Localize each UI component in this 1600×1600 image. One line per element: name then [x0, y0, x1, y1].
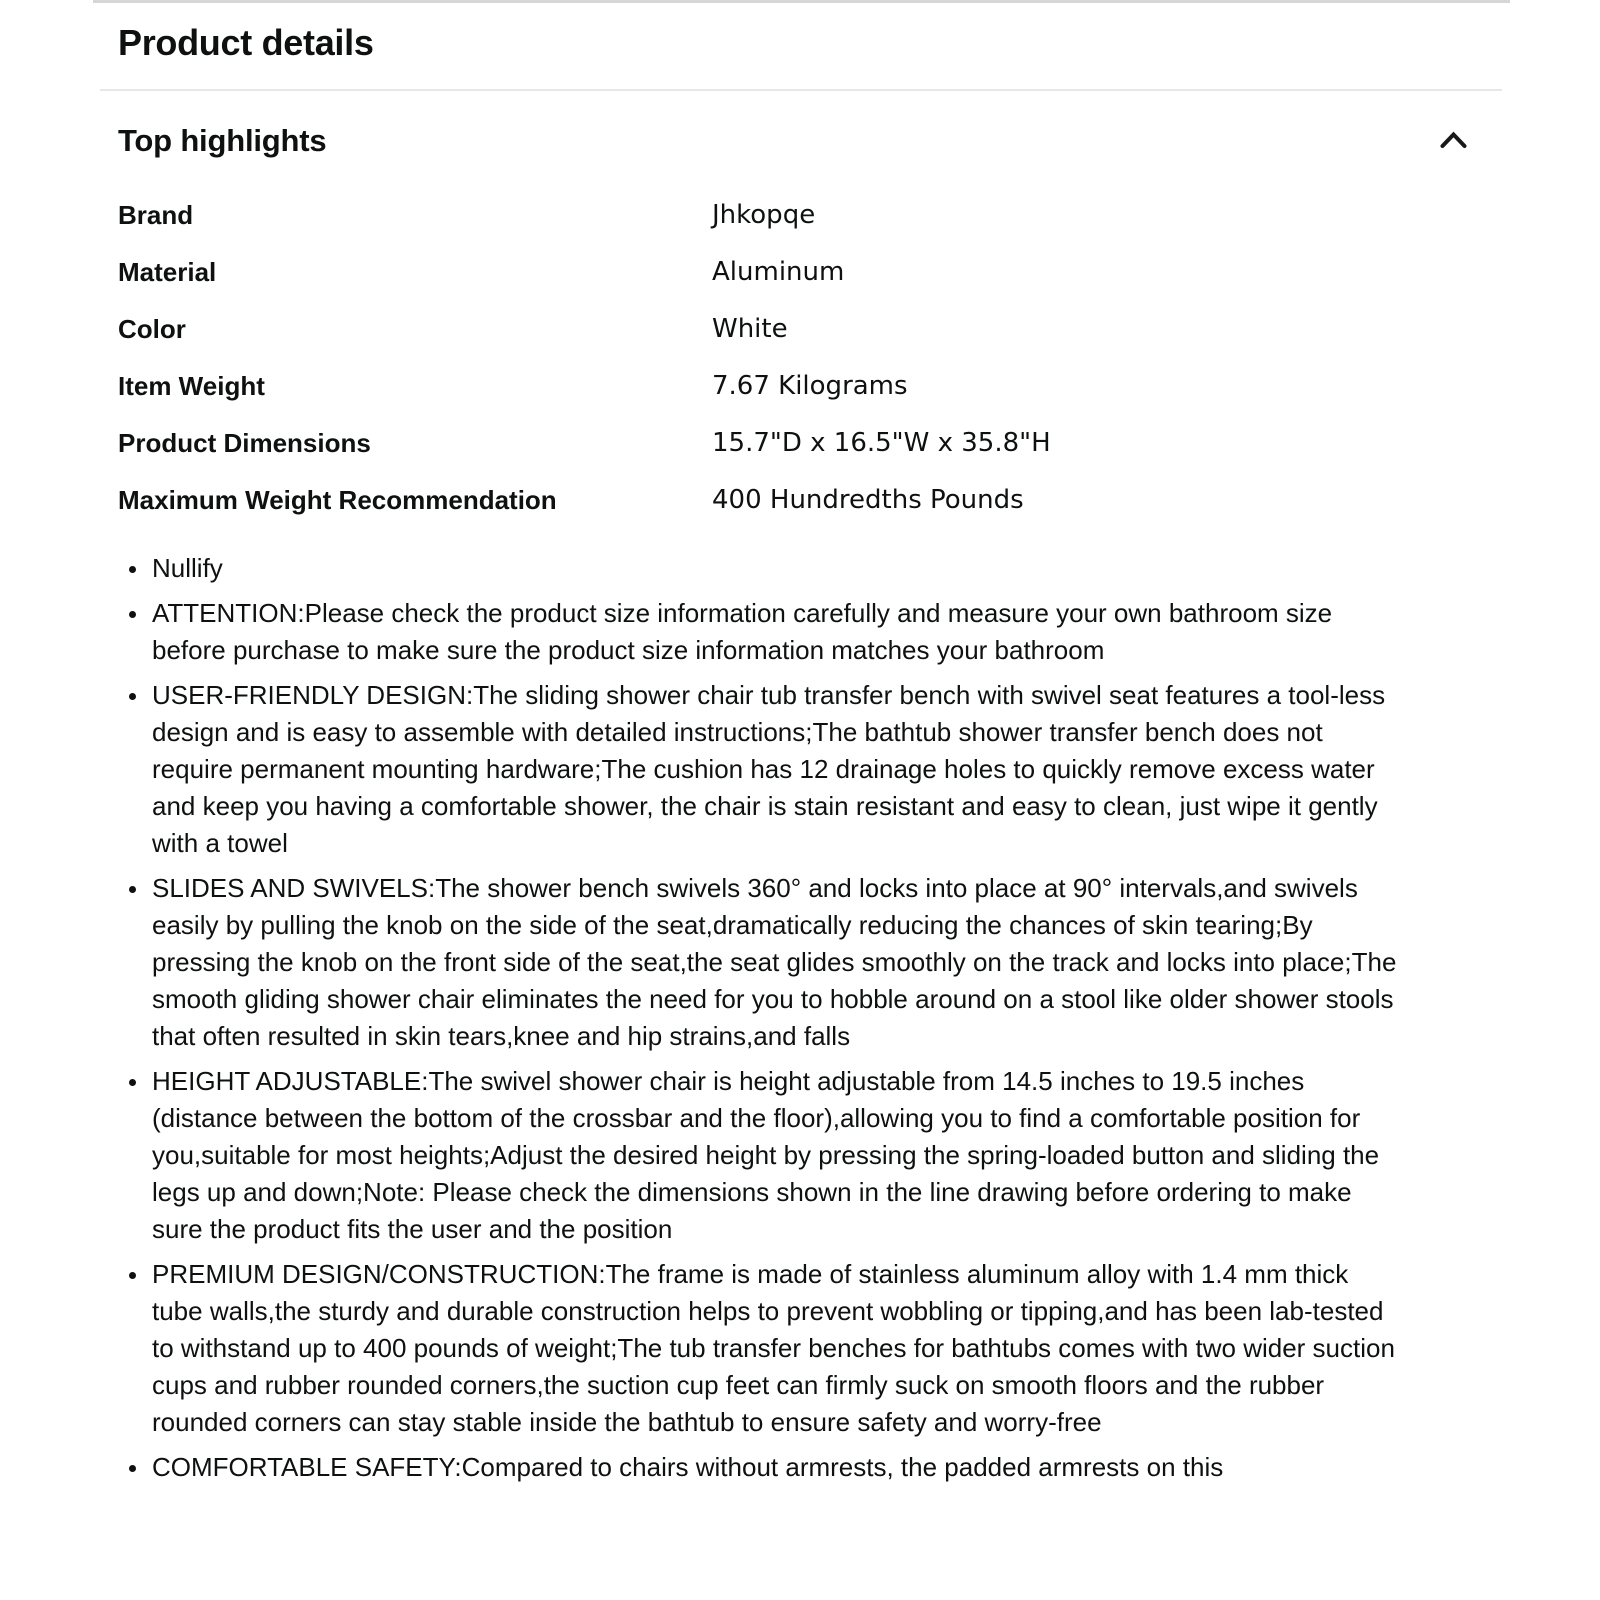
header-divider — [100, 89, 1502, 91]
highlights-table — [118, 201, 1510, 514]
bullet-item: • Nullify — [150, 550, 1405, 587]
section-title: Top highlights — [118, 123, 327, 158]
bullet-item: • ATTENTION:Please check the product size information carefully and measure your own bathroom size before purchase to make sure the product size information matches your bathroom — [150, 595, 1405, 669]
bullet-item: • SLIDES AND SWIVELS:The shower bench swivels 360° and locks into place at 90° intervals,and swivels easily by pulling the knob on the side of the seat,dramatically reducing the chances of skin tearing;By pressing the knob on the front side of the seat,the seat glides smoothly on the track and locks into place;The smooth gliding shower chair eliminates the need for you to hobble around on a stool like older shower stools that often resulted in skin tears,knee and hip strains,and falls — [150, 870, 1405, 1055]
spec-row — [118, 258, 1510, 286]
spec-label: Color — [118, 314, 186, 344]
chevron-up-icon[interactable] — [1440, 131, 1467, 149]
spec-label: Brand — [118, 200, 194, 230]
bullet-item: • PREMIUM DESIGN/CONSTRUCTION:The frame is made of stainless aluminum alloy with 1.4 mm thick tube walls,the sturdy and durable construction helps to prevent wobbling or tipping,and has been lab-tested to withstand up to 400 pounds of weight;The tub transfer benches for bathtubs comes with two wider suction cups and rubber rounded corners,the suction cup feet can firmly suck on smooth floors and the rubber rounded corners can stay stable inside the bathtub to ensure safety and worry-free — [150, 1256, 1405, 1441]
spec-value: 400 Hundredths Pounds — [712, 485, 1024, 515]
top-highlights-expander[interactable] — [118, 121, 1467, 161]
highlights-bullet-list — [118, 550, 1405, 1486]
spec-label: Material — [118, 257, 217, 287]
product-details-section — [93, 0, 1510, 1486]
spec-value: 15.7"D x 16.5"W x 35.8"H — [712, 428, 1051, 458]
spec-value: Jhkopqe — [712, 200, 816, 230]
spec-label: Maximum Weight Recommendation — [118, 485, 557, 515]
spec-row — [118, 201, 1510, 229]
bullet-item: • HEIGHT ADJUSTABLE:The swivel shower chair is height adjustable from 14.5 inches to 19.5 inches (distance between the bottom of the crossbar and the floor),allowing you to find a comfortable position for you,suitable for most heights;Adjust the desired height by pressing the spring-loaded button and sliding the legs up and down;Note: Please check the dimensions shown in the line drawing before ordering to make sure the product fits the user and the position — [150, 1063, 1405, 1248]
page-title: Product details — [118, 22, 374, 63]
spec-value: 7.67 Kilograms — [712, 371, 908, 401]
spec-label: Item Weight — [118, 371, 265, 401]
spec-row — [118, 315, 1510, 343]
spec-row — [118, 372, 1510, 400]
spec-value: Aluminum — [712, 257, 845, 287]
bullet-item: • COMFORTABLE SAFETY:Compared to chairs without armrests, the padded armrests on this — [150, 1449, 1405, 1486]
spec-row — [118, 429, 1510, 457]
spec-value: White — [712, 314, 788, 344]
spec-row — [118, 486, 1510, 514]
spec-label: Product Dimensions — [118, 428, 371, 458]
bullet-item: • USER-FRIENDLY DESIGN:The sliding shower chair tub transfer bench with swivel seat features a tool-less design and is easy to assemble with detailed instructions;The bathtub shower transfer bench does not require permanent mounting hardware;The cushion has 12 drainage holes to quickly remove excess water and keep you having a comfortable shower, the chair is stain resistant and easy to clean, just wipe it gently with a towel — [150, 677, 1405, 862]
